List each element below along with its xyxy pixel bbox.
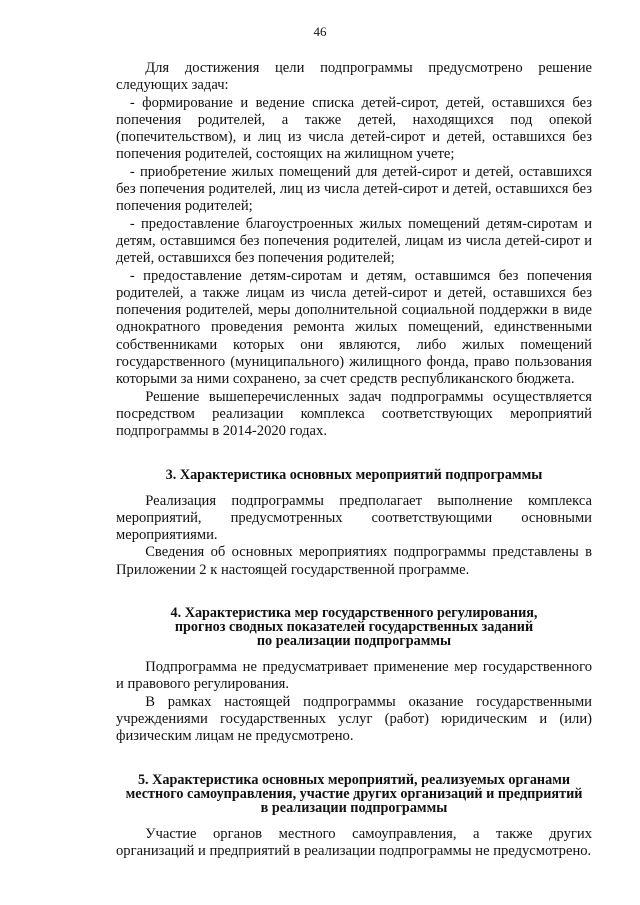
task-item: - предоставление благоустроенных жилых помещений детям-сиротам и детям, оставшимся без попечения родителей, лицам из числа детей-сирот и детей, оставшихся без попечения родителей; — [116, 215, 592, 267]
section-5-heading-line: в реализации подпрограммы — [260, 799, 448, 816]
section-5-heading — [116, 773, 592, 815]
section-4-paragraph: В рамках настоящей подпрограммы оказание государственными учреждениями государственных услуг (работ) юридическим и (или) физическим лицам не предусмотрено. — [116, 693, 592, 745]
tasks-intro: Для достижения цели подпрограммы предусмотрено решение следующих задач: — [116, 60, 592, 94]
section-3-paragraph: Реализация подпрограммы предполагает выполнение комплекса мероприятий, предусмотренных соответствующими основными мероприятиями. — [116, 492, 592, 544]
section-5-heading-line: 5. Характеристика основных мероприятий, реализуемых органами — [137, 771, 571, 788]
task-item: - предоставление детям-сиротам и детям, оставшимся без попечения родителей, а также лицам из числа детей-сирот и детей, оставшихся без попечения родителей, меры дополнительной социальной поддержки в виде однократного проведения ремонта жилых помещений, единственными собственниками которых они являются, либо жилых помещений государственного (муниципального) жилищного фонда, право пользования которыми за ними сохранено, за счет средств республиканского бюджета. — [116, 267, 592, 388]
section-3-paragraph: Сведения об основных мероприятиях подпрограммы представлены в Приложении 2 к настоящей государственной программе. — [116, 544, 592, 578]
section-4-heading-line: прогноз сводных показателей государственных заданий — [174, 619, 534, 636]
page-content — [116, 60, 592, 860]
section-4-heading-line: 4. Характеристика мер государственного регулирования, — [170, 605, 538, 622]
page-number: 46 — [313, 24, 327, 39]
tasks-conclusion: Решение вышеперечисленных задач подпрограммы осуществляется посредством реализации комплекса соответствующих мероприятий подпрограммы в 2014-2020 годах. — [116, 388, 592, 440]
section-5-paragraph: Участие органов местного самоуправления, а также других организаций и предприятий в реализации подпрограммы не предусмотрено. — [116, 825, 592, 859]
section-5-heading-line: местного самоуправления, участие других организаций и предприятий — [125, 785, 583, 802]
task-item: - приобретение жилых помещений для детей-сирот и детей, оставшихся без попечения родителей, лиц из числа детей-сирот и детей, оставшихся без попечения родителей; — [116, 163, 592, 215]
section-4-paragraph: Подпрограмма не предусматривает применение мер государственного и правового регулирования. — [116, 659, 592, 693]
section-3-heading: 3. Характеристика основных мероприятий подпрограммы — [165, 466, 543, 483]
task-item: - формирование и ведение списка детей-сирот, детей, оставшихся без попечения родителей, а также детей, находящихся под опекой (попечительством), и лиц из числа детей-сирот и детей, оставшихся без попечения родителей, состоящих на жилищном учете; — [116, 94, 592, 163]
section-4-heading — [116, 606, 592, 648]
section-4-heading-line: по реализации подпрограммы — [256, 633, 452, 650]
